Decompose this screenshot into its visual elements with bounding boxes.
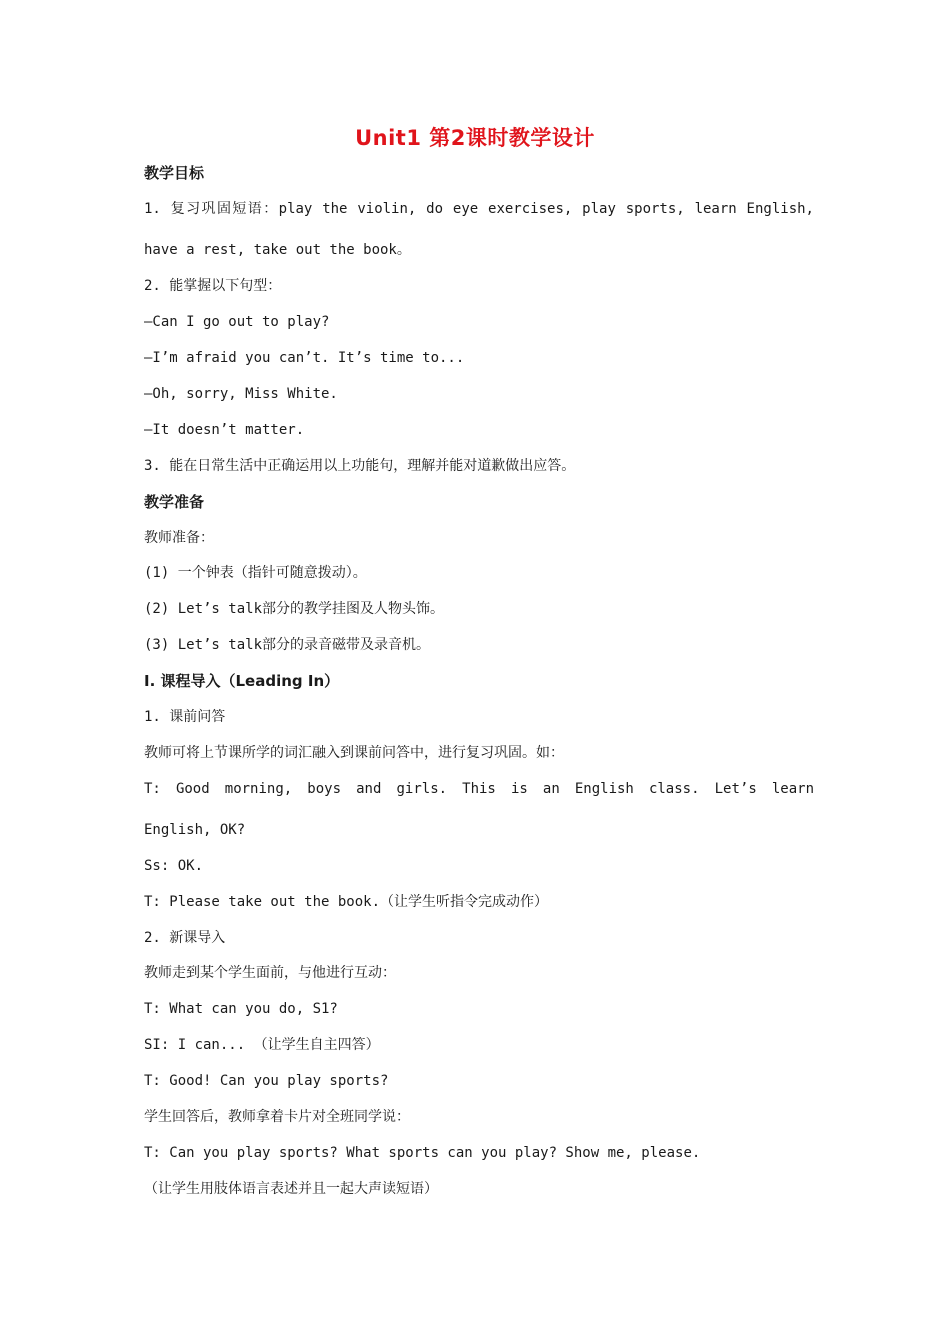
prep-item-1: (1) 一个钟表（指针可随意拨动）。 xyxy=(144,565,367,581)
prep-item-2: (2) Let’s talk部分的教学挂图及人物头饰。 xyxy=(144,601,445,617)
prep-intro: 教师准备： xyxy=(144,530,214,546)
dialogue-t1-line-2: English, OK? xyxy=(144,822,246,838)
dialogue-t3: T: What can you do, S1? xyxy=(144,1001,338,1017)
dialogue-t4: T: Good! Can you play sports? xyxy=(144,1073,389,1089)
sentence-pattern-4: —It doesn’t matter. xyxy=(144,422,305,438)
leading-step-1-desc: 教师可将上节课所学的词汇融入到课前问答中，进行复习巩固。如： xyxy=(144,745,564,761)
goal-1-line-2: have a rest, take out the book。 xyxy=(144,242,411,258)
sentence-pattern-2: —I’m afraid you can’t. It’s time to... xyxy=(144,350,465,366)
dialogue-t5: T: Can you play sports? What sports can you play? Show me, please. xyxy=(144,1145,701,1161)
dialogue-si1: SI: I can... （让学生自主四答） xyxy=(144,1037,380,1053)
activity-note: （让学生用肢体语言表述并且一起大声读短语） xyxy=(144,1181,438,1197)
prep-heading: 教学准备 xyxy=(144,493,205,511)
leading-step-2: 2. 新课导入 xyxy=(144,930,226,946)
goal-3: 3. 能在日常生活中正确运用以上功能句，理解并能对道歉做出应答。 xyxy=(144,458,576,474)
leading-step-1: 1. 课前问答 xyxy=(144,709,226,725)
sentence-pattern-1: —Can I go out to play? xyxy=(144,314,330,330)
page-title: Unit1 第2课时教学设计 xyxy=(355,126,595,150)
sentence-pattern-3: —Oh, sorry, Miss White. xyxy=(144,386,338,402)
goal-1-line-1: 1. 复习巩固短语：play the violin, do eye exercises, play sports, learn English, xyxy=(144,201,814,217)
dialogue-t2: T: Please take out the book.（让学生听指令完成动作） xyxy=(144,894,549,910)
goal-2: 2. 能掌握以下句型： xyxy=(144,278,282,294)
leading-in-heading: I. 课程导入（Leading In） xyxy=(144,672,340,690)
after-answer-desc: 学生回答后，教师拿着卡片对全班同学说： xyxy=(144,1109,410,1125)
leading-step-2-desc: 教师走到某个学生面前，与他进行互动： xyxy=(144,965,396,981)
goals-heading: 教学目标 xyxy=(144,164,205,182)
dialogue-ss1: Ss: OK. xyxy=(144,858,204,874)
prep-item-3: (3) Let’s talk部分的录音磁带及录音机。 xyxy=(144,637,431,653)
dialogue-t1-line-1: T: Good morning, boys and girls. This is an English class. Let’s learn xyxy=(144,781,814,797)
